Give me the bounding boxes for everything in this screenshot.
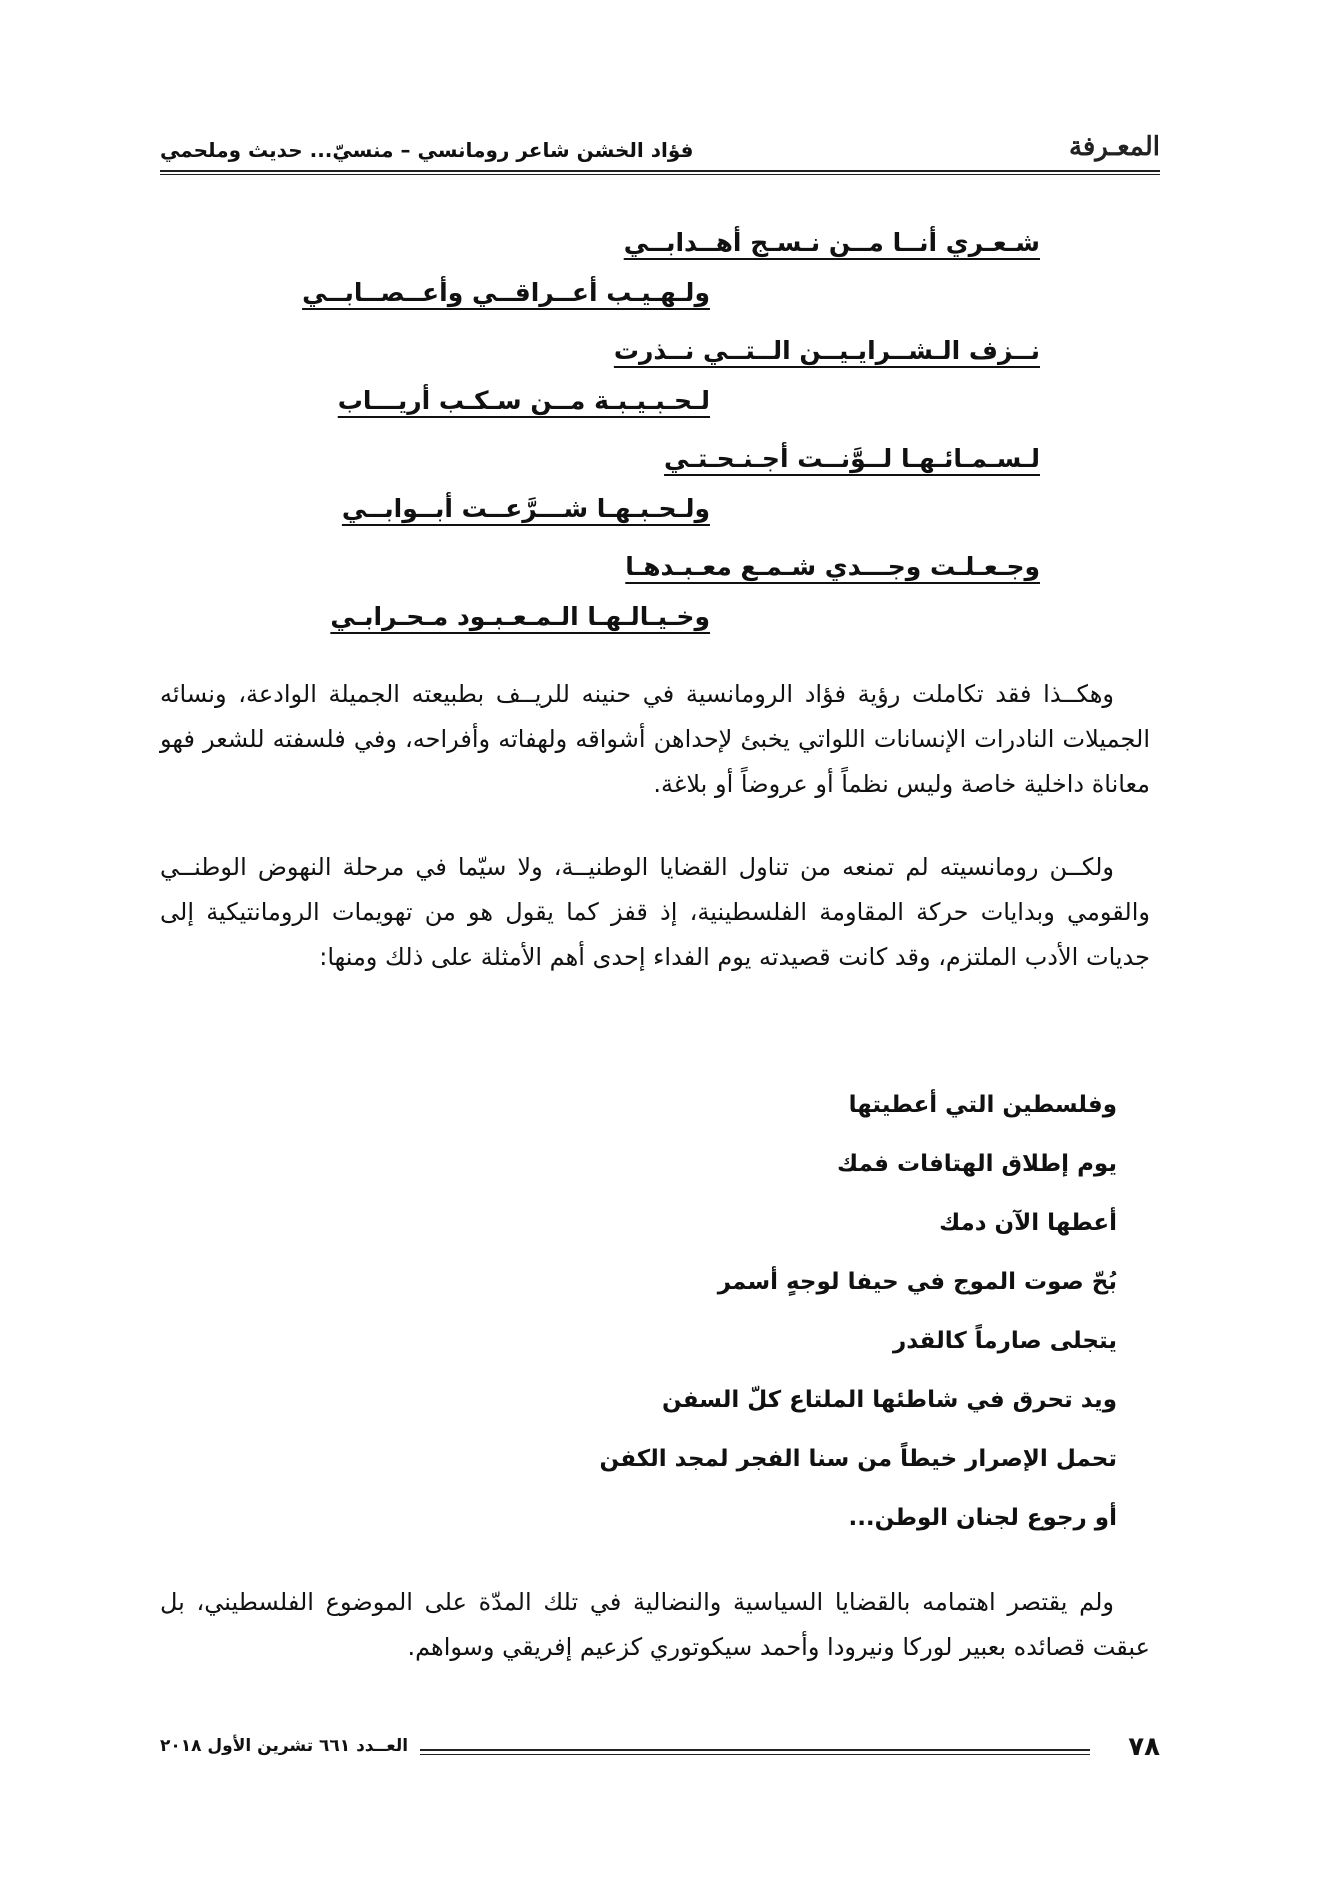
verse-block xyxy=(270,228,1040,660)
paragraph-text: ولكــن رومانسيته لم تمنعه من تناول القضايا الوطنيــة، ولا سيّما في مرحلة النهوض الوطنــي والقومي وبدايات حركة المقاومة الفلسطينية، إذ قفز كما يقول هو من تهويمات الرومانتيكية إلى جديات الأدب الملتزم، وقد كانت قصيدته يوم الفداء إحدى أهم الأمثلة على ذلك ومنها: xyxy=(160,853,1150,971)
verse-hemistich: لـحـبـيـبـة مــن سـكـب أريـــاب xyxy=(337,386,710,415)
free-verse-line: يتجلى صارماً كالقدر xyxy=(893,1328,1117,1354)
free-verse-line: أو رجوع لجنان الوطن... xyxy=(848,1505,1117,1531)
header-rule-thin xyxy=(160,174,1160,175)
free-verse-line: وفلسطين التي أعطيتها xyxy=(848,1092,1117,1118)
paragraph-2 xyxy=(160,845,1150,980)
verse-hemistich: ولـهـيـب أعــراقــي وأعــصــابــي xyxy=(302,278,710,307)
issue-info: العــدد ٦٦١ تشرين الأول ٢٠١٨ xyxy=(160,1736,409,1756)
verse-hemistich: ولـحـبـهـا شـــرَّعــت أبــوابــي xyxy=(341,494,710,523)
running-title: فؤاد الخشن شاعر رومانسي – منسيّ... حديث وملحمي xyxy=(160,138,694,162)
footer-rule xyxy=(420,1749,1090,1751)
page-footer xyxy=(160,1732,1160,1772)
verse-hemistich: وخـيـالـهـا الـمـعـبـود مـحـرابـي xyxy=(330,602,710,631)
header-rule xyxy=(160,170,1160,172)
free-verse-line: يوم إطلاق الهتافات فمك xyxy=(837,1151,1117,1177)
free-verse-line: ويد تحرق في شاطئها الملتاع كلّ السفن xyxy=(662,1387,1117,1413)
paragraph-text: وهكــذا فقد تكاملت رؤية فؤاد الرومانسية في حنينه للريــف بطبيعته الجميلة الوادعة، ونسائه الجميلات النادرات الإنسانات اللواتي يخبئ لإحداهن أشواقه ولهفاته وأفراحه، وفي فلسفته للشعر فهو معاناة داخلية خاصة وليس نظماً أو عروضاً أو بلاغة. xyxy=(160,680,1150,798)
paragraph-1 xyxy=(160,672,1150,807)
free-verse-line: تحمل الإصرار خيطاً من سنا الفجر لمجد الكفن xyxy=(599,1446,1117,1472)
paragraph-3 xyxy=(160,1580,1150,1670)
verse-couplet xyxy=(270,444,1040,552)
verse-couplet xyxy=(270,228,1040,336)
verse-couplet xyxy=(270,336,1040,444)
verse-couplet xyxy=(270,552,1040,660)
running-header xyxy=(160,128,1160,178)
verse-hemistich: نــزف الـشــرايـيــن الــتــي نــذرت xyxy=(613,336,1040,365)
free-verse-block xyxy=(417,1085,1117,1557)
free-verse-line: بُحّ صوت الموج في حيفا لوجهٍ أسمر xyxy=(717,1269,1117,1295)
footer-rule-thin xyxy=(420,1754,1090,1755)
verse-hemistich: وجـعـلـت وجـــدي شـمـع معـبـدهـا xyxy=(625,552,1040,581)
paragraph-text: ولم يقتصر اهتمامه بالقضايا السياسية والنضالية في تلك المدّة على الموضوع الفلسطيني، بل عبقت قصائده بعبير لوركا ونيرودا وأحمد سيكوتوري كزعيم إفريقي وسواهم. xyxy=(160,1588,1150,1661)
page-number: ٧٨ xyxy=(1128,1732,1160,1762)
verse-hemistich: لـسـمـائـهـا لــوَّنــت أجـنـحـتـي xyxy=(664,444,1040,473)
magazine-logo: المعـرفة xyxy=(1068,132,1160,162)
free-verse-line: أعطها الآن دمك xyxy=(939,1210,1117,1236)
verse-hemistich: شـعـري أنــا مــن نـسـج أهــدابــي xyxy=(623,228,1040,257)
